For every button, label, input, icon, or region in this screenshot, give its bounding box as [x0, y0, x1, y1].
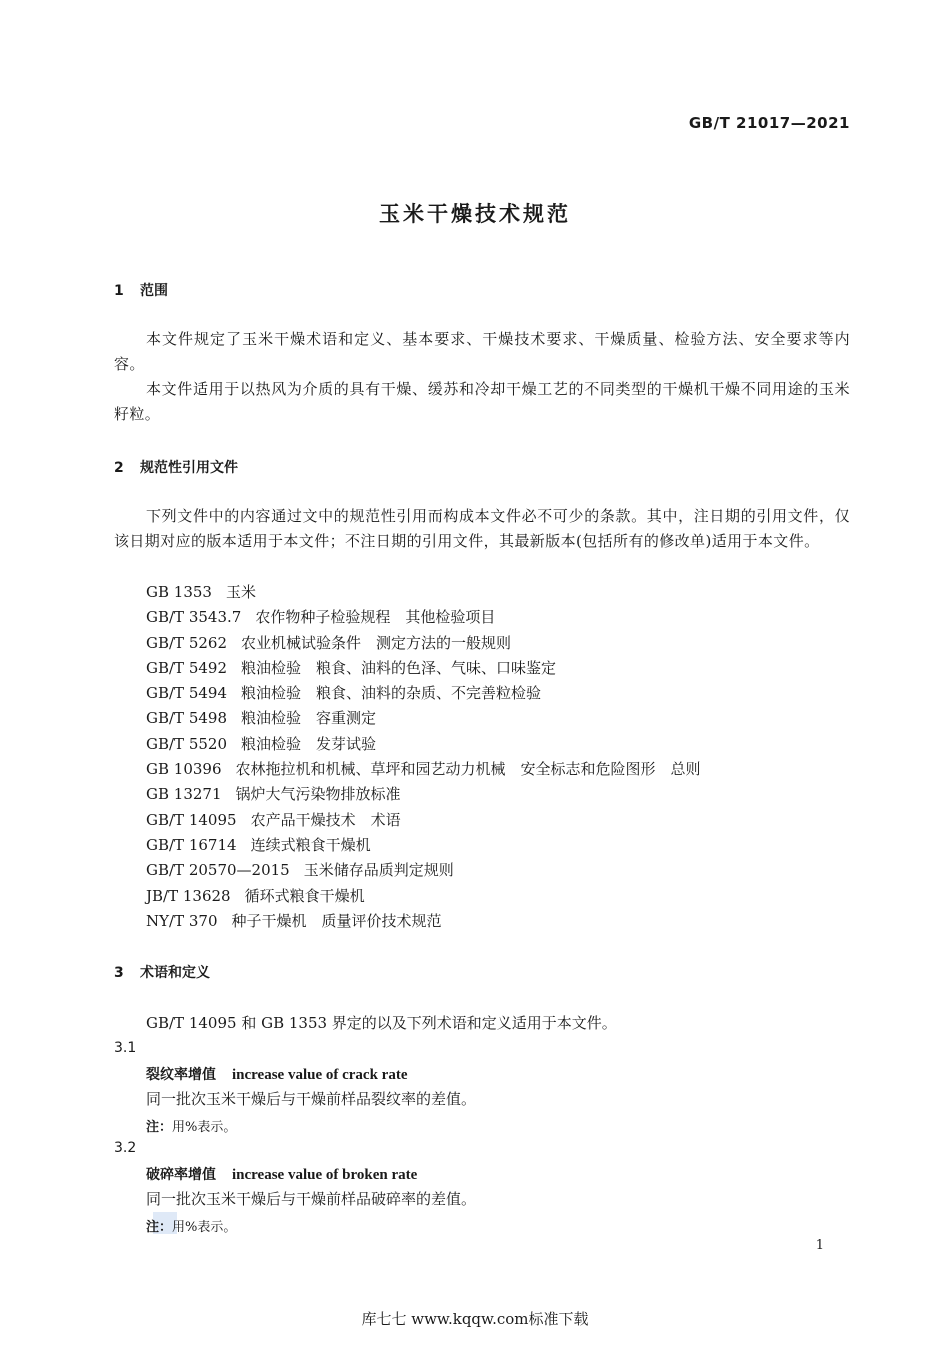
reference-code: GB 10396: [146, 760, 222, 779]
reference-item: [146, 631, 701, 656]
section-title: 规范性引用文件: [140, 460, 238, 476]
section-number: 2: [114, 460, 124, 476]
note-label: 注：: [146, 1220, 173, 1235]
reference-code: GB/T 5498: [146, 709, 228, 728]
reference-item: [146, 706, 701, 731]
document-title: 玉米干燥技术规范: [379, 202, 571, 226]
page-number: 1: [815, 1238, 824, 1253]
term-chinese: 裂纹率增值: [146, 1067, 216, 1083]
reference-code: GB/T 5492: [146, 658, 228, 677]
term-definition: 同一批次玉米干燥后与干燥前样品破碎率的差值。: [146, 1190, 477, 1208]
reference-title: 农林拖拉机和机械、草坪和园艺动力机械 安全标志和危险图形 总则: [235, 760, 701, 779]
note-text: 用%表示。: [172, 1220, 237, 1235]
term-english: increase value of broken rate: [232, 1167, 418, 1183]
term-id: 3.2: [114, 1140, 137, 1156]
section-number: 3: [114, 965, 124, 981]
reference-item: [146, 858, 701, 883]
reference-item: [146, 884, 701, 909]
term-chinese: 破碎率增值: [146, 1167, 216, 1183]
reference-list: [146, 580, 701, 934]
standard-number: GB/T 21017—2021: [688, 114, 850, 132]
scope-paragraph-2: 本文件适用于以热风为介质的具有干燥、缓苏和冷却干燥工艺的不同类型的干燥机干燥不同用途的玉米籽粒。: [114, 380, 850, 423]
reference-code: GB/T 20570—2015: [146, 861, 290, 880]
section-3-heading: [114, 962, 210, 982]
reference-title: 粮油检验 发芽试验: [241, 734, 377, 753]
reference-item: [146, 833, 701, 858]
reference-code: GB/T 16714: [146, 835, 237, 854]
reference-item: [146, 656, 701, 681]
term-heading: [146, 1064, 408, 1084]
reference-code: GB/T 5262: [146, 633, 228, 652]
section-title: 范围: [140, 283, 168, 299]
section-2-heading: [114, 457, 238, 477]
terms-intro: GB/T 14095 和 GB 1353 界定的以及下列术语和定义适用于本文件。: [146, 1014, 617, 1032]
reference-code: GB 13271: [146, 785, 222, 804]
reference-title: 玉米: [225, 583, 256, 601]
note-text: 用%表示。: [172, 1120, 237, 1135]
reference-code: NY/T 370: [146, 911, 218, 930]
reference-item: [146, 605, 701, 630]
reference-title: 农业机械试验条件 测定方法的一般规则: [241, 633, 512, 652]
reference-title: 粮油检验 容重测定: [241, 709, 377, 728]
section-number: 1: [114, 283, 124, 299]
reference-code: GB/T 3543.7: [146, 608, 242, 627]
reference-item: [146, 909, 701, 934]
reference-title: 粮油检验 粮食、油料的色泽、气味、口味鉴定: [241, 658, 557, 677]
reference-code: GB/T 14095: [146, 810, 237, 829]
section-1-heading: [114, 280, 168, 300]
reference-title: 农作物种子检验规程 其他检验项目: [255, 608, 496, 627]
term-id: 3.1: [114, 1040, 137, 1056]
reference-item: [146, 757, 701, 782]
reference-code: GB/T 5520: [146, 734, 228, 753]
reference-title: 连续式粮食干燥机: [250, 835, 371, 854]
reference-item: [146, 782, 701, 807]
term-definition: 同一批次玉米干燥后与干燥前样品裂纹率的差值。: [146, 1090, 477, 1108]
term-english: increase value of crack rate: [232, 1067, 408, 1083]
note-label: 注：: [146, 1120, 173, 1135]
reference-item: [146, 681, 701, 706]
reference-title: 种子干燥机 质量评价技术规范: [231, 911, 442, 930]
reference-title: 循环式粮食干燥机: [244, 886, 365, 905]
reference-title: 锅炉大气污染物排放标准: [235, 785, 401, 804]
reference-item: [146, 808, 701, 833]
term-note: [146, 1116, 236, 1135]
reference-item: [146, 580, 701, 605]
reference-title: 玉米储存品质判定规则: [303, 861, 454, 880]
section-title: 术语和定义: [140, 965, 210, 981]
reference-item: [146, 732, 701, 757]
reference-code: JB/T 13628: [146, 886, 231, 905]
term-heading: [146, 1164, 417, 1184]
reference-title: 农产品干燥技术 术语: [250, 810, 401, 829]
scope-paragraph-1: 本文件规定了玉米干燥术语和定义、基本要求、干燥技术要求、干燥质量、检验方法、安全要求等内容。: [114, 330, 850, 373]
reference-title: 粮油检验 粮食、油料的杂质、不完善粒检验: [241, 684, 542, 703]
reference-code: GB/T 5494: [146, 684, 228, 703]
term-note: [146, 1216, 236, 1235]
reference-code: GB 1353: [146, 583, 212, 601]
footer-watermark: 库七七 www.kqqw.com标准下载: [361, 1310, 589, 1328]
normative-intro: 下列文件中的内容通过文中的规范性引用而构成本文件必不可少的条款。其中，注日期的引用文件，仅该日期对应的版本适用于本文件；不注日期的引用文件，其最新版本(包括所有的修改单)适用于本文件。: [114, 507, 850, 550]
